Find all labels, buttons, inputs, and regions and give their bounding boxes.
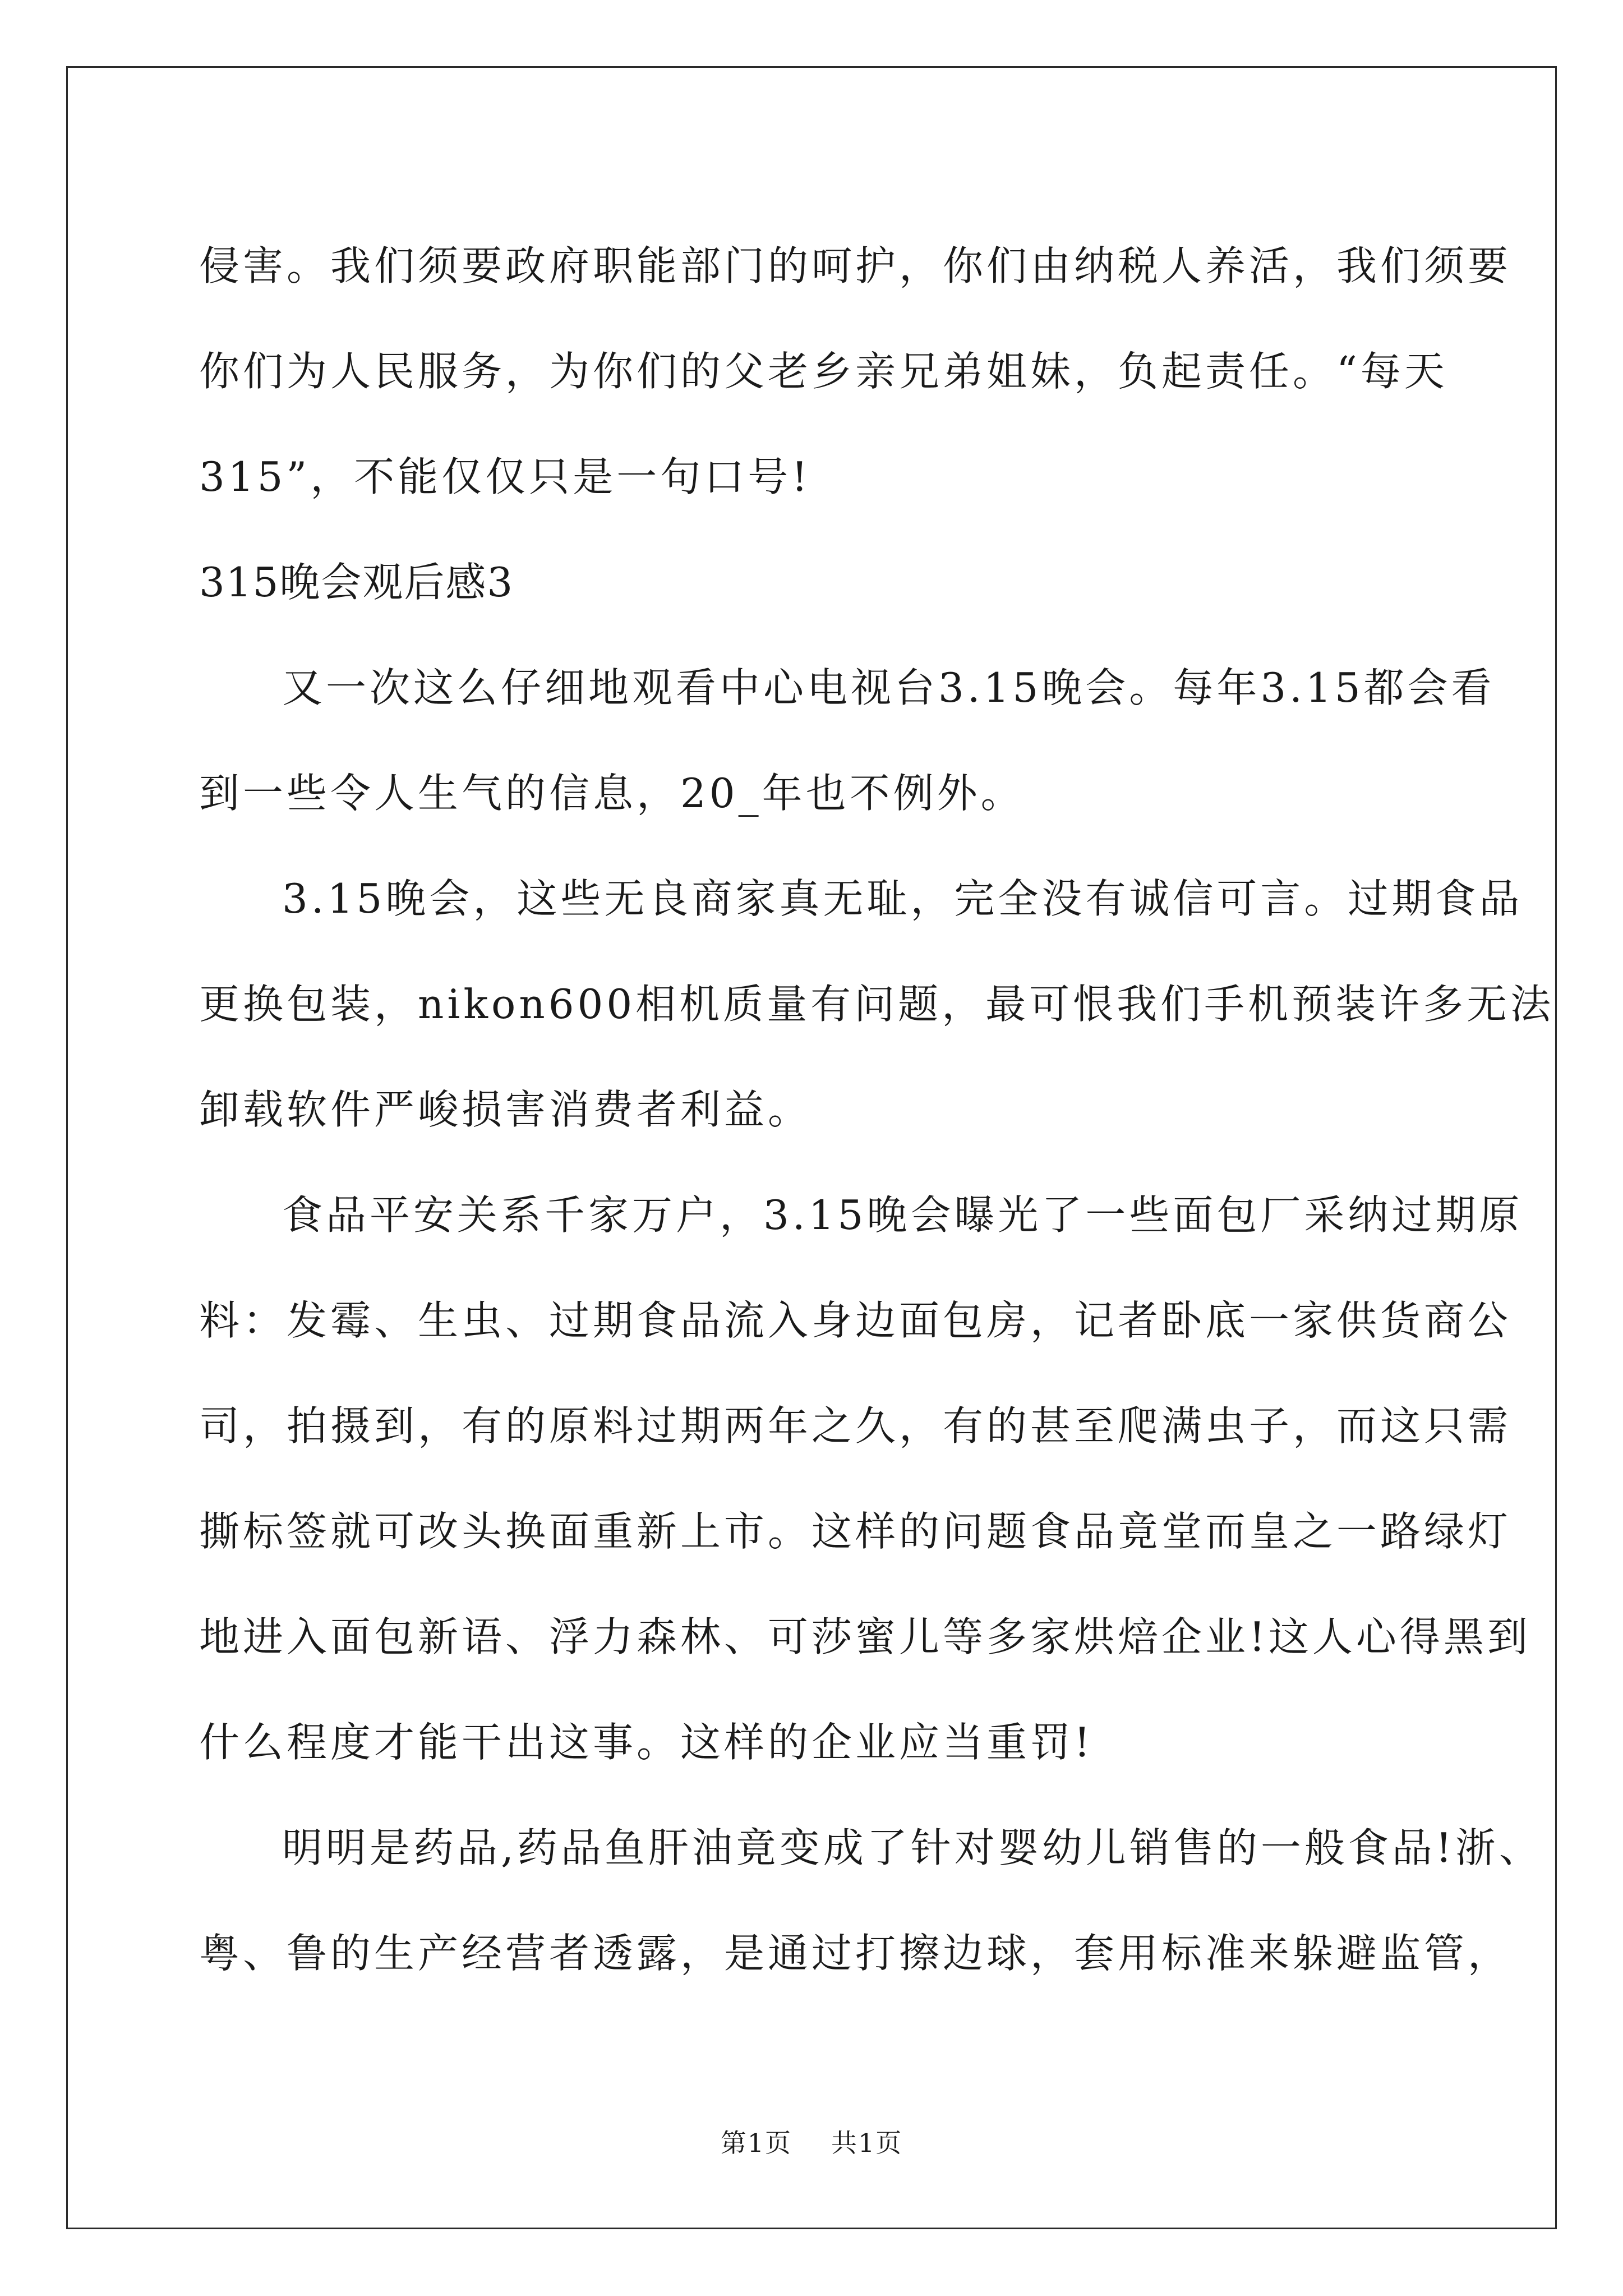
text-line xyxy=(199,1268,1512,1373)
line-text: 侵害。我们须要政府职能部门的呵护，你们由纳税人养活，我们须要 xyxy=(199,242,1512,289)
line-text: 料：发霉、生虫、过期食品流入身边面包房，记者卧底一家供货商公 xyxy=(199,1297,1512,1344)
text-line xyxy=(199,1479,1512,1584)
page-footer xyxy=(0,2126,1623,2160)
line-text: 明明是药品,药品鱼肝油竟变成了针对婴幼儿销售的一般食品!浙、 xyxy=(282,1824,1543,1871)
document-body xyxy=(199,213,1555,2006)
line-text: 3.15晚会，这些无良商家真无耻，完全没有诚信可言。过期食品 xyxy=(282,875,1523,922)
text-line xyxy=(199,424,1427,530)
text-line xyxy=(199,1162,1523,1268)
line-text: 卸载软件严峻损害消费者利益。 xyxy=(199,1086,812,1133)
text-line xyxy=(199,740,1427,846)
section-heading xyxy=(199,530,1427,635)
line-text: 又一次这么仔细地观看中心电视台3.15晚会。每年3.15都会看 xyxy=(282,664,1495,711)
text-line xyxy=(199,1057,1427,1162)
line-text: 315晚会观后感3 xyxy=(199,559,514,606)
line-text: 司，拍摄到，有的原料过期两年之久，有的甚至爬满虫子，而这只需 xyxy=(199,1402,1512,1450)
line-text: 地进入面包新语、浮力森林、可莎蜜儿等多家烘焙企业!这人心得黑到 xyxy=(199,1613,1531,1660)
text-line xyxy=(199,1373,1512,1479)
text-line xyxy=(199,1690,1427,1795)
line-text: 315”，不能仅仅只是一句口号! xyxy=(199,453,811,500)
text-line xyxy=(199,1901,1512,2006)
text-line xyxy=(199,951,1555,1057)
line-text: 更换包装，nikon600相机质量有问题，最可恨我们手机预装许多无法 xyxy=(199,981,1555,1028)
text-line xyxy=(199,846,1523,951)
text-line xyxy=(199,319,1448,424)
text-line xyxy=(199,213,1512,319)
text-line xyxy=(199,635,1495,740)
line-text: 你们为人民服务，为你们的父老乡亲兄弟姐妹，负起责任。“每天 xyxy=(199,348,1448,395)
line-text: 到一些令人生气的信息，20_年也不例外。 xyxy=(199,770,1025,817)
line-text: 撕标签就可改头换面重新上市。这样的问题食品竟堂而皇之一路绿灯 xyxy=(199,1508,1512,1555)
text-line xyxy=(199,1795,1543,1901)
line-text: 食品平安关系千家万户，3.15晚会曝光了一些面包厂采纳过期原 xyxy=(282,1191,1523,1239)
line-text: 什么程度才能干出这事。这样的企业应当重罚! xyxy=(199,1719,1094,1766)
text-line xyxy=(199,1584,1531,1690)
page-number-total: 共1页 xyxy=(831,2128,903,2158)
line-text: 粤、鲁的生产经营者透露，是通过打擦边球，套用标准来躲避监管， xyxy=(199,1930,1512,1977)
page-number-current: 第1页 xyxy=(720,2128,792,2158)
